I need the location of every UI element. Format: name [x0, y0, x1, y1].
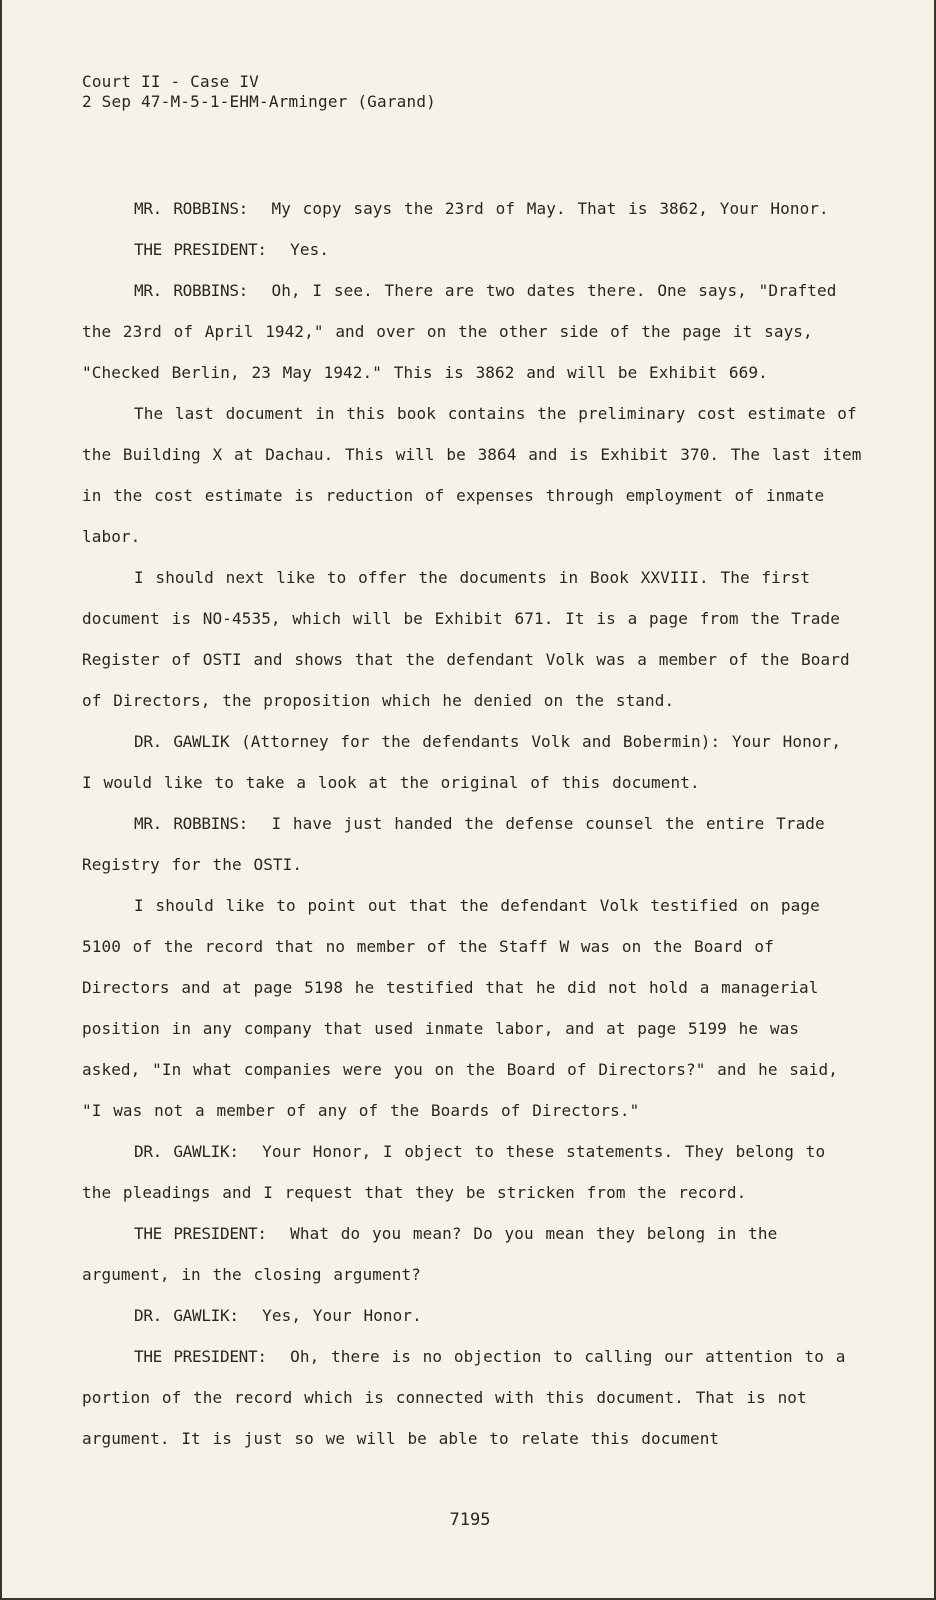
speaker-label: MR. ROBBINS:	[134, 281, 248, 300]
transcript-paragraph	[82, 1213, 862, 1295]
transcript-paragraph	[82, 721, 862, 803]
paragraph-text: Oh, I see. There are two dates there. One says, "Drafted the 23rd of April 1942," and over on the other side of the page it says, "Checked Berlin, 23 May 1942." This is 3862 and will be Exhibit 669.	[82, 281, 837, 382]
speaker-label: MR. ROBBINS:	[134, 814, 248, 833]
transcript-paragraph	[82, 188, 862, 229]
paragraph-text: Yes.	[290, 240, 330, 259]
transcript-paragraph	[82, 270, 862, 393]
speaker-label: DR. GAWLIK	[134, 732, 230, 751]
header-court-case: Court II - Case IV	[82, 72, 259, 91]
speaker-label: THE PRESIDENT:	[134, 1347, 267, 1366]
transcript-paragraph	[82, 393, 862, 557]
paragraph-text: The last document in this book contains the preliminary cost estimate of the Building X at Dachau. This will be 3864 and is Exhibit 370. The last item in the cost estimate is reduction of expenses through employment of inmate labor.	[82, 404, 862, 546]
document-header	[82, 72, 436, 112]
paragraph-text: (Attorney for the defendants Volk and Bobermin): Your Honor, I would like to take a look at the original of this document.	[82, 732, 842, 792]
transcript-paragraph	[82, 1295, 862, 1336]
transcript-paragraph	[82, 803, 862, 885]
paragraph-text: My copy says the 23rd of May. That is 3862, Your Honor.	[271, 199, 829, 218]
paragraph-text: Yes, Your Honor.	[262, 1306, 422, 1325]
page-number: 7195	[449, 1510, 491, 1530]
paragraph-text: Your Honor, I object to these statements. They belong to the pleadings and I request that they be stricken from the record.	[82, 1142, 826, 1202]
paragraph-text: I should next like to offer the documents in Book XXVIII. The first document is NO-4535, which will be Exhibit 671. It is a page from the Trade Register of OSTI and shows that the defendant Volk was a member of the Board of Directors, the proposition which he denied on the stand.	[82, 568, 850, 710]
speaker-label: THE PRESIDENT:	[134, 1224, 267, 1243]
speaker-label: THE PRESIDENT:	[134, 240, 267, 259]
speaker-label: MR. ROBBINS:	[134, 199, 248, 218]
paragraph-text: What do you mean? Do you mean they belong in the argument, in the closing argument?	[82, 1224, 778, 1284]
speaker-label: DR. GAWLIK:	[134, 1306, 239, 1325]
transcript-paragraph	[82, 885, 862, 1131]
paragraph-text: Oh, there is no objection to calling our attention to a portion of the record which is connected with this document. That is not argument. It is just so we will be able to relate this document	[82, 1347, 846, 1448]
paragraph-text: I have just handed the defense counsel the entire Trade Registry for the OSTI.	[82, 814, 825, 874]
transcript-body	[82, 188, 862, 1459]
paragraph-text: I should like to point out that the defendant Volk testified on page 5100 of the record that no member of the Staff W was on the Board of Directors and at page 5198 he testified that he did not hold a managerial position in any company that used inmate labor, and at page 5199 he was asked, "In what companies were you on the Board of Directors?" and he said, "I was not a member of any of the Boards of Directors."	[82, 896, 838, 1120]
transcript-paragraph	[82, 557, 862, 721]
transcript-paragraph	[82, 1336, 862, 1459]
header-session-info: 2 Sep 47-M-5-1-EHM-Arminger (Garand)	[82, 92, 436, 111]
transcript-paragraph	[82, 229, 862, 270]
speaker-label: DR. GAWLIK:	[134, 1142, 239, 1161]
transcript-paragraph	[82, 1131, 862, 1213]
